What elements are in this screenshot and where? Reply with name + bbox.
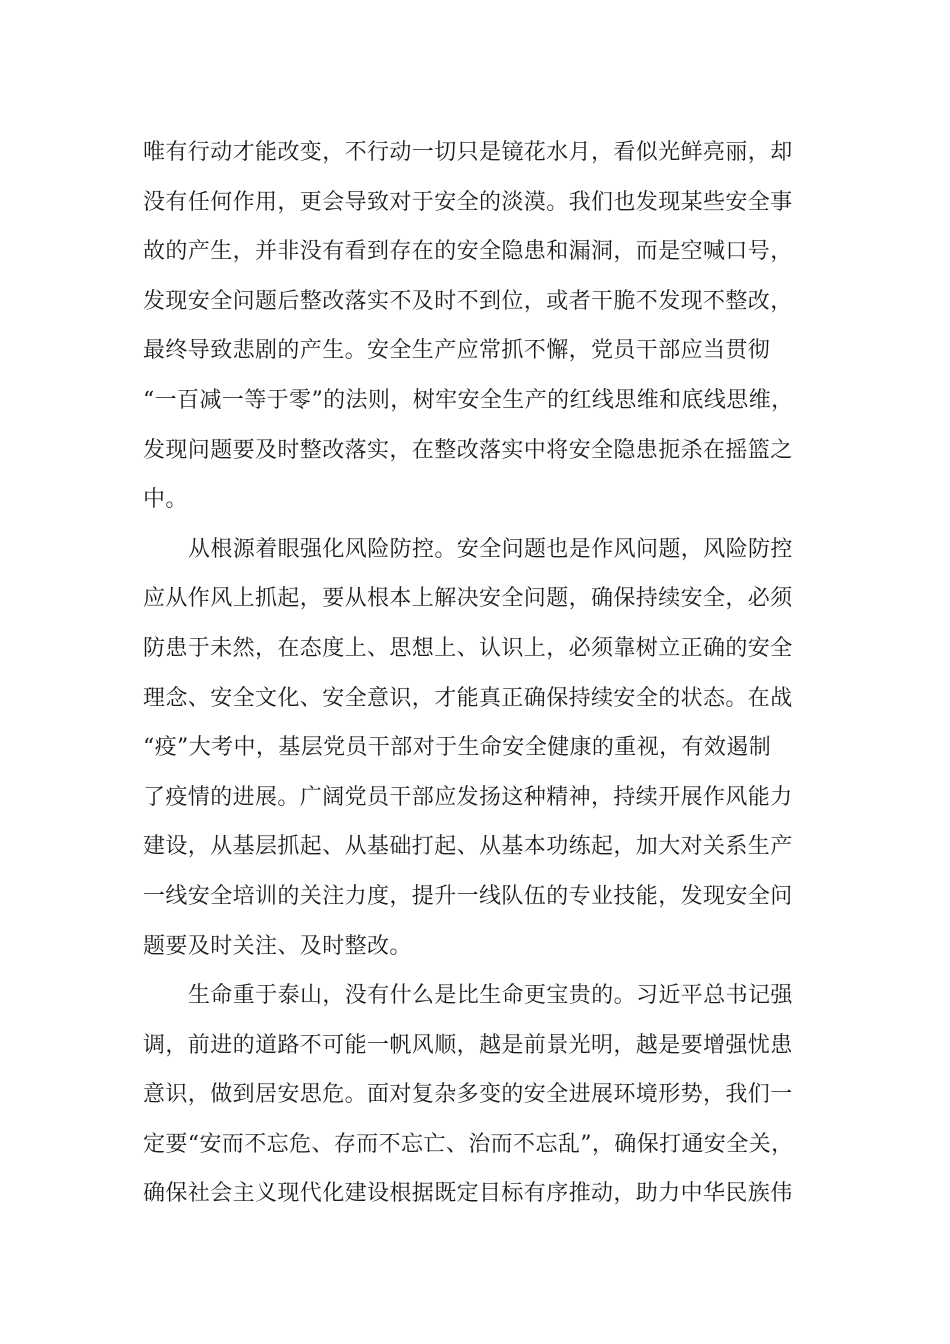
text-line: 确保社会主义现代化建设根据既定目标有序推动，助力中华民族伟 — [143, 1181, 793, 1207]
paragraph-first-line: 生命重于泰山，没有什么是比生命更宝贵的。习近平总书记强 — [188, 983, 793, 1009]
text-line: “一百减一等于零”的法则，树牢安全生产的红线思维和底线思维， — [143, 387, 794, 413]
text-line: 理念、安全文化、安全意识，才能真正确保持续安全的状态。在战 — [143, 685, 793, 711]
text-line: “疫”大考中，基层党员干部对于生命安全健康的重视，有效遏制 — [143, 735, 772, 761]
text-line: 中。 — [143, 487, 188, 513]
text-line: 了疫情的进展。广阔党员干部应发扬这种精神，持续开展作风能力 — [143, 784, 793, 810]
text-line: 发现问题要及时整改落实，在整改落实中将安全隐患扼杀在摇篮之 — [143, 437, 793, 463]
text-line: 唯有行动才能改变，不行动一切只是镜花水月，看似光鲜亮丽，却 — [143, 140, 793, 165]
text-line: 调，前进的道路不可能一帆风顺，越是前景光明，越是要增强忧患 — [143, 1032, 793, 1058]
text-line: 意识，做到居安思危。面对复杂多变的安全进展环境形势，我们一 — [143, 1082, 793, 1108]
text-line: 定要“安而不忘危、存而不忘亡、治而不忘乱”，确保打通安全关， — [143, 1131, 794, 1157]
text-line: 最终导致悲剧的产生。安全生产应常抓不懈，党员干部应当贯彻 — [143, 338, 771, 364]
text-line: 题要及时关注、及时整改。 — [143, 933, 412, 959]
text-line: 建设，从基层抓起、从基础打起、从基本功练起，加大对关系生产 — [143, 834, 793, 860]
text-line: 发现安全问题后整改落实不及时不到位，或者干脆不发现不整改， — [143, 288, 793, 314]
text-line: 故的产生，并非没有看到存在的安全隐患和漏洞，而是空喊口号， — [143, 239, 793, 265]
text-line: 一线安全培训的关注力度，提升一线队伍的专业技能，发现安全问 — [143, 883, 793, 909]
text-line: 没有任何作用，更会导致对于安全的淡漠。我们也发现某些安全事 — [143, 189, 793, 215]
body-text — [143, 128, 823, 1219]
text-line: 防患于未然，在态度上、思想上、认识上，必须靠树立正确的安全 — [143, 635, 793, 661]
paragraph-first-line: 从根源着眼强化风险防控。安全问题也是作风问题，风险防控 — [188, 536, 793, 562]
text-line: 应从作风上抓起，要从根本上解决安全问题，确保持续安全，必须 — [143, 586, 793, 612]
